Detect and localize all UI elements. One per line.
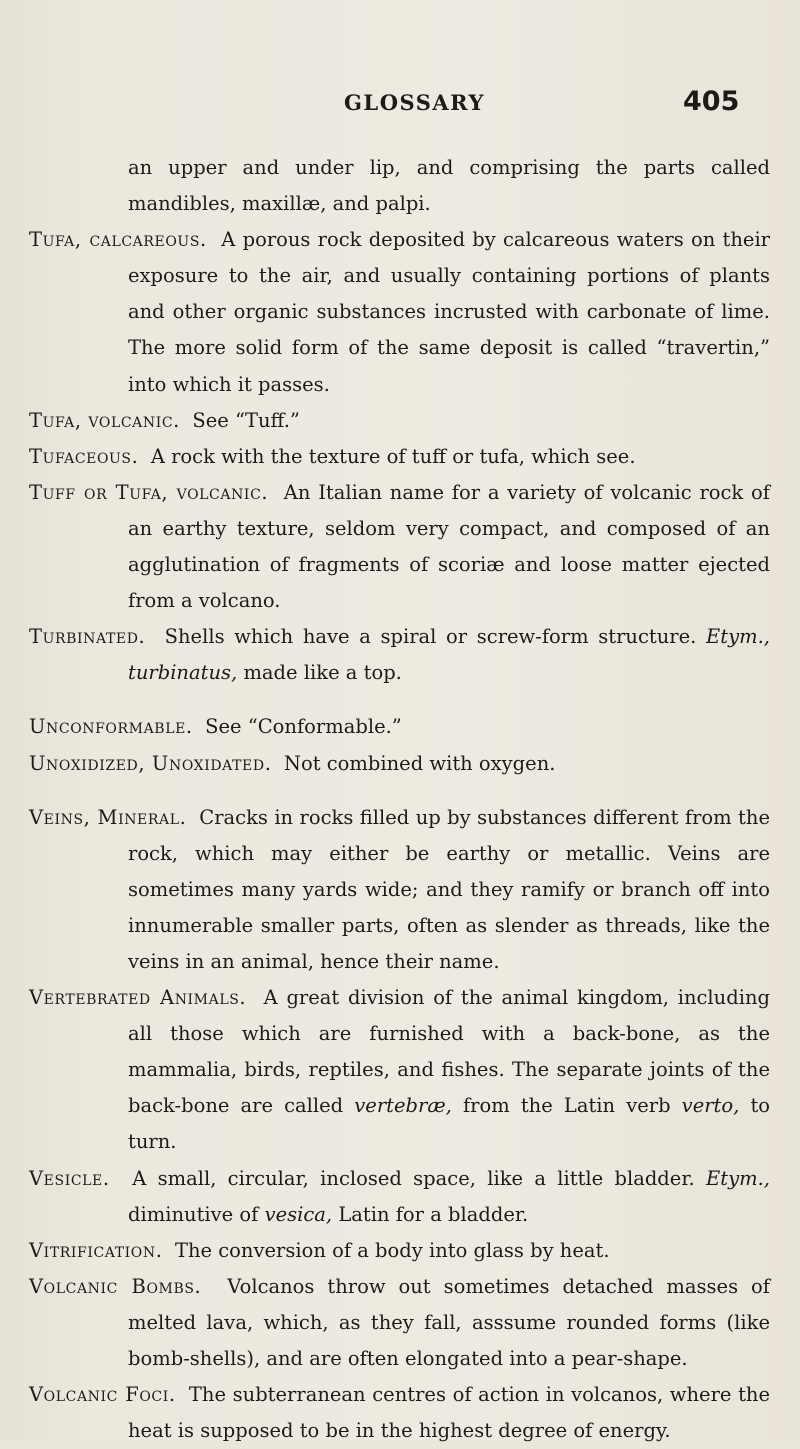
section-gap <box>0 691 800 709</box>
glossary-entry-vitrification <box>0 1233 800 1269</box>
glossary-entry-tufa-calcareous <box>0 222 800 402</box>
entry-italic-term: vertebræ, <box>354 1094 452 1118</box>
entry-text: Volcanos throw out sometimes detached masses of melted lava, which, as they fall, asssume rounded forms (like bomb-shells), and are often elongated into a pear-shape. <box>128 1274 770 1370</box>
entry-text: A small, circular, inclosed space, like a little bladder. <box>132 1166 695 1190</box>
entry-text: An Italian name for a variety of volcanic rock of an earthy texture, seldom very compact, and composed of an agglutination of fragments of scoriæ and loose matter ejected from a volcano. <box>128 480 770 613</box>
entry-text: Cracks in rocks filled up by substances different from the rock, which may either be earthy or metallic. Veins are sometimes many yards wide; and they ramify or branch off into innumerable smaller parts, often as slender as threads, like the veins in an animal, hence their name. <box>128 805 770 973</box>
glossary-entry-vertebrated-animals <box>0 980 800 1160</box>
entry-text: Shells which have a spiral or screw-form structure. <box>164 625 697 649</box>
entry-italic-term: verto, <box>681 1094 740 1118</box>
glossary-entry-volcanic-foci <box>0 1377 800 1449</box>
entry-term: Volcanic Bombs. <box>29 1274 202 1298</box>
entry-text: See “Tuff.” <box>192 408 300 432</box>
glossary-entry-tuff <box>0 475 800 619</box>
entry-term: Tufa, volcanic. <box>29 408 180 432</box>
entry-text: Not combined with oxygen. <box>283 751 556 775</box>
entry-text: an upper and under lip, and comprising the parts called mandibles, maxillæ, and palpi. <box>128 156 770 216</box>
entry-term: Tufa, calcareous. <box>29 228 207 252</box>
glossary-entry-tufaceous <box>0 439 800 475</box>
glossary-entry-unoxidized <box>0 746 800 782</box>
entry-text: The conversion of a body into glass by heat. <box>174 1238 610 1262</box>
entry-term: Tufaceous. <box>29 444 139 468</box>
glossary-body <box>0 150 800 1449</box>
entry-text: to turn. <box>128 1094 771 1154</box>
entry-text: The subterranean centres of action in volcanos, where the heat is supposed to be in the highest degree of energy. <box>128 1383 771 1443</box>
page-number: 405 <box>683 86 740 117</box>
entry-term: Unoxidized, Unoxidated. <box>29 751 272 775</box>
entry-term: Unconformable. <box>29 715 193 739</box>
entry-term: Vesicle. <box>29 1166 110 1190</box>
etym-label: Etym., <box>706 1166 770 1190</box>
entry-text: A rock with the texture of tuff or tufa, which see. <box>150 444 636 468</box>
entry-text: See “Conformable.” <box>205 715 402 739</box>
page-header <box>0 86 800 126</box>
glossary-entry-vesicle <box>0 1161 800 1233</box>
entry-term: Tuff or Tufa, volcanic. <box>29 480 269 504</box>
glossary-entry-turbinated <box>0 619 800 691</box>
glossary-entry-tufa-volcanic <box>0 403 800 439</box>
etym-word: vesica, <box>264 1202 333 1226</box>
etym-meaning: diminutive of <box>128 1202 259 1226</box>
etym-word: turbinatus, <box>128 661 238 685</box>
entry-term: Vitrification. <box>29 1238 163 1262</box>
entry-term: Veins, Mineral. <box>29 805 187 829</box>
etym-meaning: made like a top. <box>243 661 402 685</box>
entry-text: from the Latin verb <box>462 1094 671 1118</box>
running-title: GLOSSARY <box>344 90 485 115</box>
glossary-entry-volcanic-bombs <box>0 1269 800 1377</box>
entry-term: Volcanic Foci. <box>29 1383 176 1407</box>
glossary-entry-unconformable <box>0 709 800 745</box>
glossary-entry-continuation <box>0 150 800 222</box>
glossary-entry-veins-mineral <box>0 800 800 980</box>
etym-label: Etym., <box>706 625 770 649</box>
entry-term: Vertebrated Animals. <box>29 986 247 1010</box>
etym-meaning: Latin for a bladder. <box>338 1202 529 1226</box>
entry-text: A great division of the animal kingdom, including all those which are furnished with a back-bone, as the mammalia, birds, reptiles, and fishes. The separate joints of the back-bone are called <box>128 986 770 1118</box>
entry-text: A porous rock deposited by calcareous waters on their exposure to the air, and usually containing portions of plants and other organic substances incrusted with carbonate of lime. The more solid form of the same deposit is called “travertin,” into which it passes. <box>128 228 770 396</box>
entry-term: Turbinated. <box>29 625 146 649</box>
section-gap <box>0 782 800 800</box>
